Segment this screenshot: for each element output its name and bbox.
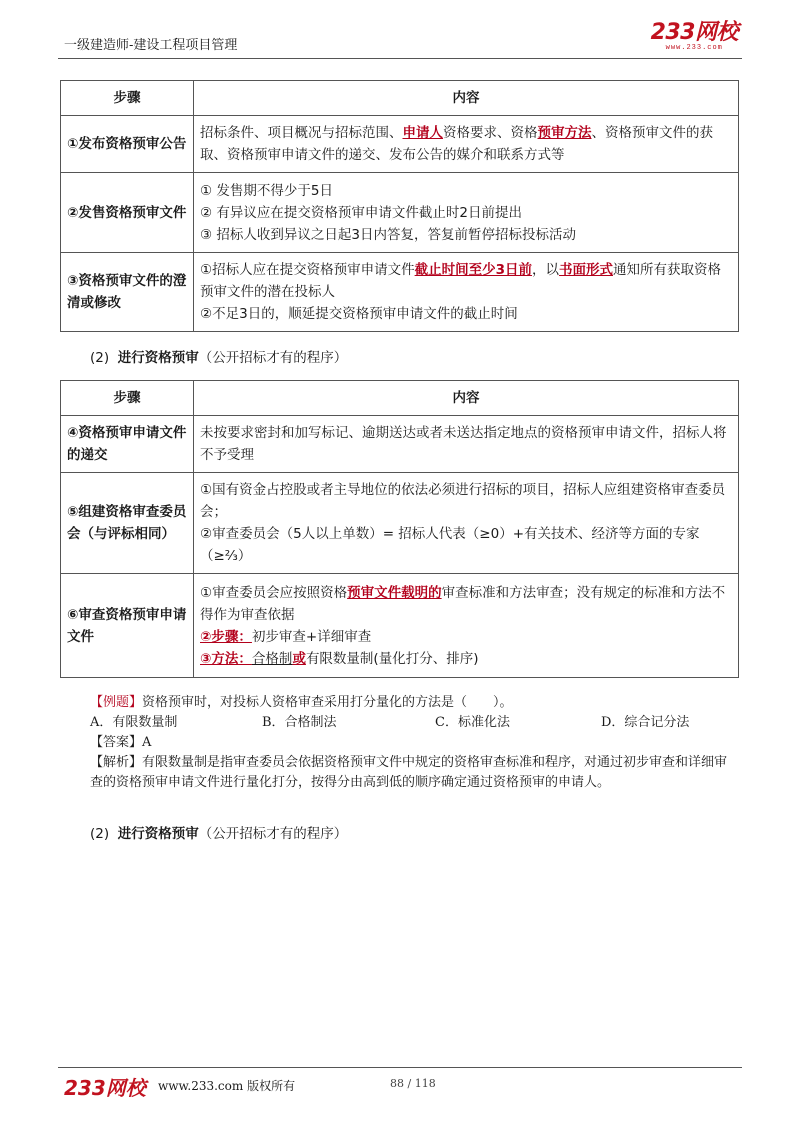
- section-subheading: (2) 进行资格预审（公开招标才有的程序）: [90, 826, 348, 842]
- table-row: [61, 173, 739, 253]
- option-c: C．标准化法: [435, 715, 510, 730]
- column-header-content: 内容: [194, 381, 739, 416]
- content-line: ①招标人应在提交资格预审申请文件截止时间至少3日前，以书面形式通知所有获取资格预审文件的潜在投标人: [200, 262, 722, 300]
- content-line: ②步骤：初步审查+详细审查: [200, 628, 372, 645]
- highlight-term: 书面形式: [559, 262, 614, 278]
- content-line: ①审查委员会应按照资格预审文件载明的审查标准和方法审查；没有规定的标准和方法不得作为审查依据: [200, 584, 726, 623]
- steps-table-2: [60, 380, 739, 678]
- option-b: B．合格制法: [262, 715, 337, 730]
- footer-logo[interactable]: 233网校: [64, 1076, 146, 1100]
- option-d: D．综合记分法: [601, 715, 690, 730]
- table-row: [61, 253, 739, 332]
- analysis-text: 有限数量制是指审查委员会依据资格预审文件中规定的资格审查标准和程序，对通过初步审查和详细审查的资格预审申请文件进行量化打分，按得分由高到低的顺序确定通过资格预审的申请人。: [90, 755, 728, 790]
- answer-tag: 【答案】: [90, 735, 143, 750]
- question-text: 资格预审时，对投标人资格审查采用打分量化的方法是（ ）。: [142, 695, 513, 710]
- table-row: [61, 574, 739, 678]
- content-cell: [194, 253, 739, 332]
- content-line: ② 有异议应在提交资格预审申请文件截止时2日前提出: [200, 204, 522, 221]
- section-subheading: (2) 进行资格预审（公开招标才有的程序）: [90, 350, 348, 366]
- column-header-content: 内容: [194, 81, 739, 116]
- brand-logo-url: www.233.com: [665, 44, 723, 52]
- content-line: ① 发售期不得少于5日: [200, 182, 333, 199]
- highlight-term: 预审方法: [537, 125, 592, 141]
- document-title: 一级建造师-建设工程项目管理: [64, 38, 238, 53]
- step-cell: ④资格预审申请文件的递交: [61, 416, 194, 473]
- analysis-line: [90, 753, 740, 793]
- content-line: ①国有资金占控股或者主导地位的依法必须进行招标的项目，招标人应组建资格审查委员会；: [200, 482, 726, 520]
- table-row: [61, 416, 739, 473]
- footer-copyright: www.233.com 版权所有: [158, 1079, 296, 1093]
- content-line: ②不足3日的，顺延提交资格预审申请文件的截止时间: [200, 306, 518, 322]
- table-row: [61, 473, 739, 574]
- content-line: ③ 招标人收到异议之日起3日内答复，答复前暂停招标投标活动: [200, 226, 576, 243]
- step-cell: ①发布资格预审公告: [61, 116, 194, 173]
- content-line: ②审查委员会（5人以上单数）= 招标人代表（≥0）+有关技术、经济等方面的专家（≥⅔）: [200, 526, 700, 564]
- content-cell: [194, 173, 739, 253]
- content-cell: 招标条件、项目概况与招标范围、申请人资格要求、资格预审方法、资格预审文件的获取、资格预审申请文件的递交、发布公告的媒介和联系方式等: [194, 116, 739, 173]
- question-line: [90, 693, 740, 713]
- page-header: [58, 22, 742, 59]
- step-cell: ⑥审查资格预审申请文件: [61, 574, 194, 678]
- analysis-tag: 【解析】: [90, 755, 143, 770]
- answer-options: [90, 713, 740, 733]
- content-cell: [194, 473, 739, 574]
- step-cell: ⑤组建资格审查委员会（与评标相同）: [61, 473, 194, 574]
- content-cell: 未按要求密封和加写标记、逾期送达或者未送达指定地点的资格预审申请文件，招标人将不予受理: [194, 416, 739, 473]
- example-tag: 【例题】: [90, 695, 143, 710]
- table-header-row: [61, 381, 739, 416]
- step-cell: ③资格预审文件的澄清或修改: [61, 253, 194, 332]
- table-row: [61, 116, 739, 173]
- example-question-block: [90, 693, 740, 793]
- brand-logo[interactable]: [651, 22, 738, 53]
- column-header-step: 步骤: [61, 381, 194, 416]
- column-header-step: 步骤: [61, 81, 194, 116]
- highlight-term: 截止时间至少3日前: [414, 262, 533, 278]
- step-cell: ②发售资格预审文件: [61, 173, 194, 253]
- table-header-row: [61, 81, 739, 116]
- highlight-label: ②步骤：: [200, 628, 252, 645]
- highlight-term: 预审文件载明的: [347, 584, 442, 601]
- page-number: 88 / 118: [390, 1077, 436, 1090]
- steps-table-1: [60, 80, 739, 332]
- content-line: ③方法：合格制或有限数量制(量化打分、排序): [200, 650, 479, 667]
- content-cell: [194, 574, 739, 678]
- answer-value: A: [142, 735, 152, 750]
- highlight-term: 申请人: [402, 125, 443, 141]
- answer-line: [90, 733, 740, 753]
- page-footer: [58, 1067, 742, 1098]
- brand-logo-text: 233网校: [650, 20, 738, 45]
- option-a: A．有限数量制: [90, 715, 178, 730]
- highlight-label: ③方法：: [200, 650, 252, 667]
